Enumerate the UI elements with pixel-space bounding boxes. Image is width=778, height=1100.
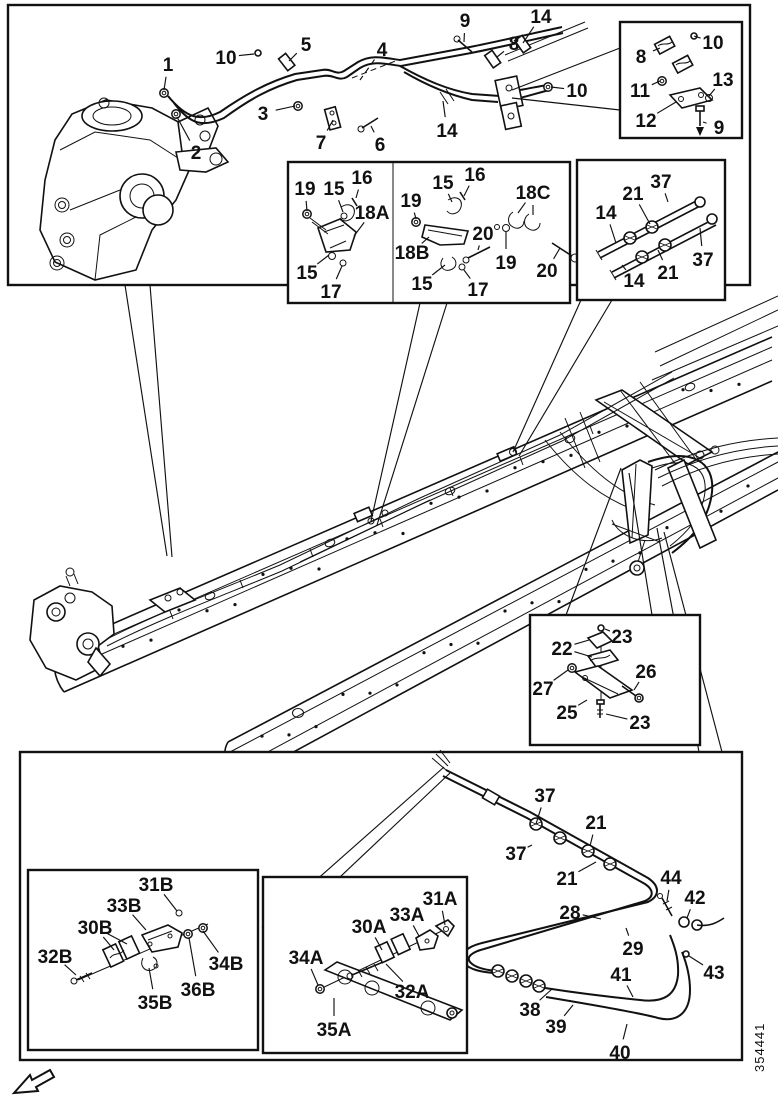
callout-label: 31A xyxy=(422,889,458,910)
callout-label: 9 xyxy=(459,11,471,32)
callout-label: 23 xyxy=(629,713,651,734)
callout-label: 2 xyxy=(190,143,202,164)
callout-label: 39 xyxy=(545,1017,567,1038)
rivet-dot xyxy=(368,692,371,695)
callout-label: 33B xyxy=(106,896,142,917)
rivet-dot xyxy=(665,526,668,529)
callout-label: 14 xyxy=(595,203,617,224)
callout-label: 23 xyxy=(611,627,633,648)
rivet-dot xyxy=(513,466,516,469)
rivet-dot xyxy=(261,573,264,576)
rivet-dot xyxy=(485,489,488,492)
front-direction-arrow-icon xyxy=(14,1070,54,1093)
rivet-dot xyxy=(476,642,479,645)
callout-label: 35A xyxy=(316,1020,352,1041)
rivet-dot xyxy=(557,600,560,603)
callout-label: 11 xyxy=(629,81,651,102)
callout-label: 10 xyxy=(215,48,237,69)
callout-label: 30B xyxy=(77,918,113,939)
rivet-dot xyxy=(719,510,722,513)
rivet-dot xyxy=(541,460,544,463)
rear-hose-bracket xyxy=(612,438,778,575)
callout-label: 33A xyxy=(389,905,425,926)
callout-label: 38 xyxy=(519,1000,541,1021)
callout-label: 14 xyxy=(530,7,552,28)
callout-label: 37 xyxy=(650,172,672,193)
rivet-dot xyxy=(177,608,180,611)
callout-label: 6 xyxy=(374,135,386,156)
callout-label: 9 xyxy=(713,118,725,139)
callout-label: 21 xyxy=(585,813,607,834)
callout-label: 40 xyxy=(609,1043,631,1064)
callout-label: 44 xyxy=(660,868,682,889)
callout-label: 36B xyxy=(180,980,216,1001)
callout-label: 37 xyxy=(534,786,556,807)
rivet-dot xyxy=(597,431,600,434)
rivet-dot xyxy=(401,532,404,535)
rivet-dot xyxy=(373,531,376,534)
rivet-dot xyxy=(121,645,124,648)
callout-label: 22 xyxy=(551,639,573,660)
callout-label: 34A xyxy=(288,948,324,969)
rivet-dot xyxy=(569,454,572,457)
rivet-dot xyxy=(314,725,317,728)
rivet-dot xyxy=(709,389,712,392)
callout-label: 35B xyxy=(137,993,173,1014)
callout-label: 18A xyxy=(354,203,390,224)
callout-label: 21 xyxy=(657,263,679,284)
callout-label: 15 xyxy=(323,179,345,200)
callout-label: 14 xyxy=(436,121,458,142)
rivet-dot xyxy=(287,733,290,736)
callout-label: 14 xyxy=(623,271,645,292)
rivet-dot xyxy=(681,388,684,391)
callout-label: 12 xyxy=(635,111,657,132)
callout-label: 29 xyxy=(622,939,644,960)
rivet-dot xyxy=(260,734,263,737)
callout-label: 4 xyxy=(376,40,388,61)
callout-label: 19 xyxy=(294,179,316,200)
rivet-dot xyxy=(625,424,628,427)
callout-label: 8 xyxy=(635,47,647,68)
callout-label: 25 xyxy=(556,703,578,724)
rivet-dot xyxy=(503,609,506,612)
rivet-dot xyxy=(205,609,208,612)
callout-label: 13 xyxy=(712,70,734,91)
rivet-dot xyxy=(530,601,533,604)
callout-label: 30A xyxy=(351,917,387,938)
callout-label: 21 xyxy=(622,184,644,205)
rivet-dot xyxy=(395,683,398,686)
callout-label: 43 xyxy=(703,963,725,984)
callout-label: 20 xyxy=(472,224,494,245)
rivet-dot xyxy=(449,643,452,646)
callout-label: 32B xyxy=(37,947,73,968)
callout-label: 34B xyxy=(208,954,244,975)
rivet-dot xyxy=(233,603,236,606)
callout-label: 31B xyxy=(138,875,174,896)
callout-label: 16 xyxy=(351,168,373,189)
callout-label: 37 xyxy=(505,844,527,865)
callout-label: 10 xyxy=(566,81,588,102)
callout-label: 16 xyxy=(464,165,486,186)
callout-label: 27 xyxy=(532,679,554,700)
callout-label: 1 xyxy=(162,55,174,76)
callout-label: 26 xyxy=(635,662,657,683)
callout-label: 19 xyxy=(400,191,422,212)
callout-label: 10 xyxy=(702,33,724,54)
rivet-dot xyxy=(737,383,740,386)
callout-label: 37 xyxy=(692,250,714,271)
callout-label: 3 xyxy=(257,104,269,125)
figure-number: 354441 xyxy=(752,1022,767,1072)
callout-label: 15 xyxy=(296,263,318,284)
callout-label: 28 xyxy=(559,903,581,924)
callout-label: 19 xyxy=(495,253,517,274)
rivet-dot xyxy=(429,502,432,505)
rivet-dot xyxy=(611,560,614,563)
callout-label: 18B xyxy=(394,243,430,264)
callout-label: 5 xyxy=(300,35,312,56)
callout-label: 32A xyxy=(394,982,430,1003)
rivet-dot xyxy=(149,639,152,642)
rivet-dot xyxy=(341,693,344,696)
callout-label: 21 xyxy=(556,869,578,890)
callout-label: 42 xyxy=(684,888,706,909)
callout-label: 20 xyxy=(536,261,558,282)
rivet-dot xyxy=(317,567,320,570)
callout-label: 15 xyxy=(411,274,433,295)
callout-label: 18C xyxy=(515,183,551,204)
rivet-dot xyxy=(422,651,425,654)
callout-label: 8 xyxy=(508,34,520,55)
callout-label: 17 xyxy=(467,280,489,301)
callout-label: 7 xyxy=(315,133,327,154)
callout-label: 17 xyxy=(320,282,342,303)
rivet-dot xyxy=(584,568,587,571)
callout-label: 15 xyxy=(432,173,454,194)
callout-label: 41 xyxy=(610,965,632,986)
rivet-dot xyxy=(457,496,460,499)
rivet-dot xyxy=(746,484,749,487)
